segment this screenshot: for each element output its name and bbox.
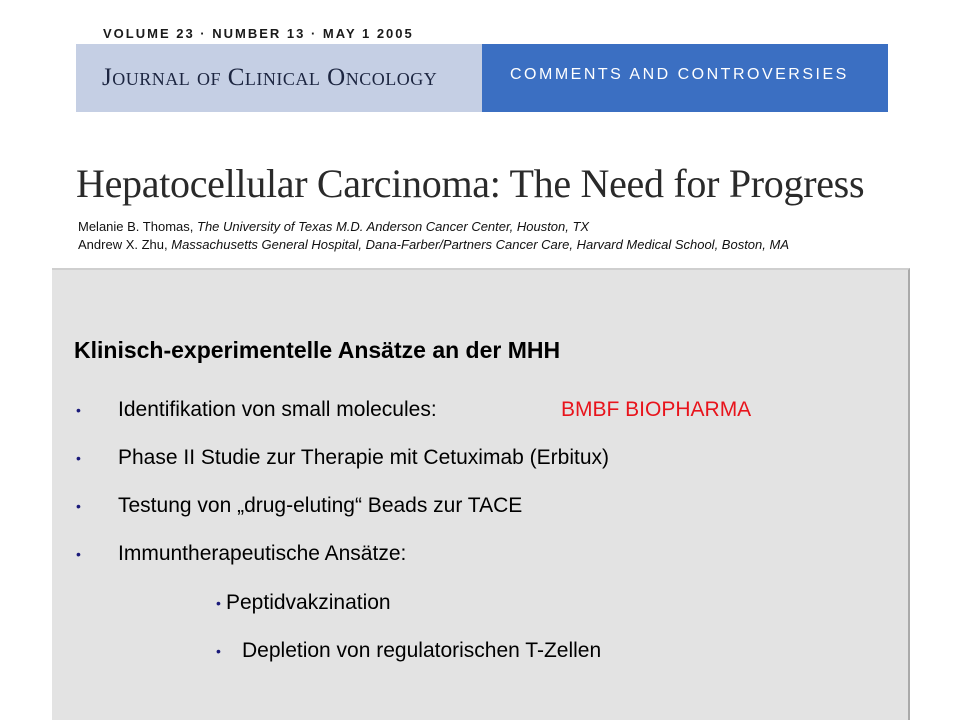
- bullet-highlight: BMBF BIOPHARMA: [561, 398, 752, 421]
- bullet-icon: •: [76, 498, 81, 514]
- journal-issue-line: VOLUME 23 · NUMBER 13 · MAY 1 2005: [103, 26, 414, 41]
- slide-heading: Klinisch-experimentelle Ansätze an der MHH: [74, 337, 561, 363]
- author-name: Andrew X. Zhu,: [78, 237, 168, 252]
- journal-name-band: [76, 44, 482, 112]
- bullet-icon: •: [76, 450, 81, 466]
- bullet-icon: •: [76, 546, 81, 562]
- author-name: Melanie B. Thomas,: [78, 219, 194, 234]
- sub-bullet-text: Depletion von regulatorischen T-Zellen: [242, 639, 602, 662]
- journal-masthead: [76, 44, 888, 112]
- bullet-text: Phase II Studie zur Therapie mit Cetuximab (Erbitux): [118, 446, 609, 469]
- author-affiliation: Massachusetts General Hospital, Dana-Farber/Partners Cancer Care, Harvard Medical School, Boston, MA: [171, 237, 789, 252]
- journal-name: Journal of Clinical Oncology: [102, 64, 438, 91]
- bullet-text: Immuntherapeutische Ansätze:: [118, 542, 407, 565]
- author-line: [78, 237, 789, 252]
- bullet-icon: •: [216, 595, 221, 611]
- bullet-text: Identifikation von small molecules:: [118, 398, 437, 421]
- bullet-icon: •: [216, 643, 221, 659]
- sub-bullet-text: Peptidvakzination: [226, 591, 391, 614]
- author-line: [78, 219, 589, 234]
- article-title: Hepatocellular Carcinoma: The Need for Progress: [76, 161, 865, 206]
- author-affiliation: The University of Texas M.D. Anderson Cancer Center, Houston, TX: [197, 219, 590, 234]
- section-name: COMMENTS AND CONTROVERSIES: [510, 66, 849, 83]
- section-band: [482, 44, 888, 112]
- bullet-text: Testung von „drug-eluting“ Beads zur TACE: [118, 494, 523, 517]
- bullet-icon: •: [76, 402, 81, 418]
